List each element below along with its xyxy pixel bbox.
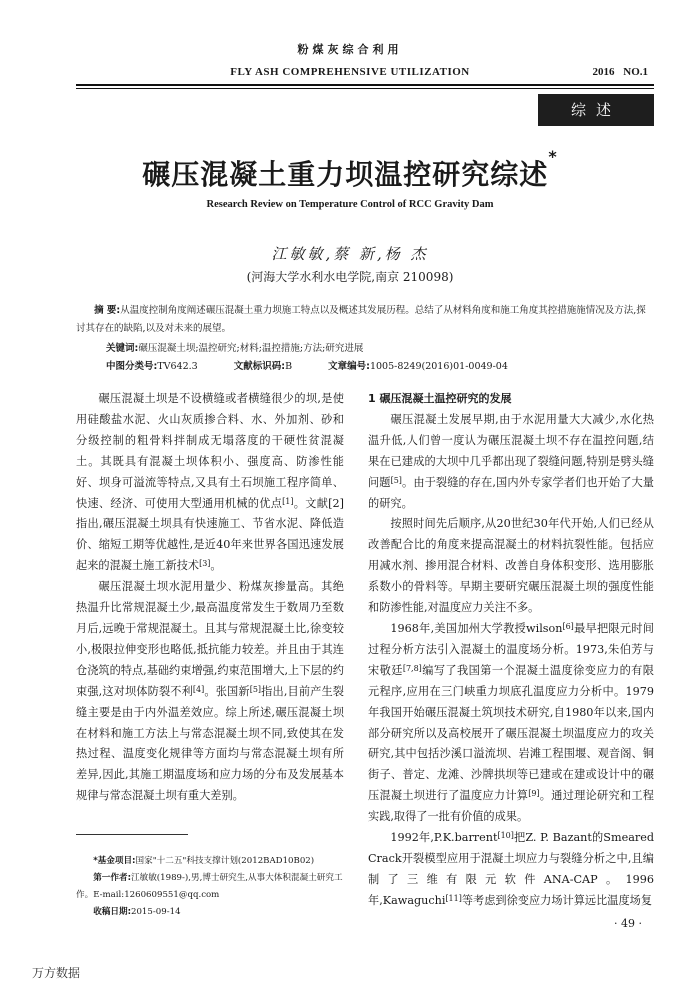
clc-label: 中图分类号: xyxy=(106,361,158,372)
article-title-en: Research Review on Temperature Control of RCC Gravity Dam xyxy=(206,199,494,210)
issue-number: 2016 NO.1 xyxy=(592,66,648,78)
title-text: 碾压混凝土重力坝温控研究综述 xyxy=(142,158,549,191)
citation: [6] xyxy=(562,621,574,631)
citation: [4] xyxy=(192,684,205,694)
paragraph: 碾压混凝土坝是不设横缝或者横缝很少的坝,是使用硅酸盐水泥、火山灰质掺合料、水、外加剂、砂和分级控制的粗骨料拌制成无塌落度的干硬性贫混凝土。其既具有混凝土坝体积小、强度高、防渗性能好、坝身可溢流等特点,又具有土石坝施工程序简单、快速、经济、可使用大型通用机械的优点[1]。文献[2]指出,碾压混凝土坝具有快速施工、节省水泥、降低造价、缩短工期等优越性,是近40年来世界各国迅速发展起来的混凝土施工新技术[3]。 xyxy=(76,392,344,573)
classification-line xyxy=(106,358,666,372)
doc-code-value: B xyxy=(285,361,293,372)
keywords-line xyxy=(106,340,646,354)
paragraph: 1992年,P.K.barrent[10]把Z. P. Bazant的Smeared Crack开裂模型应用于混凝土坝应力与裂缝分析之中,且编制了三维有限元软件ANA-CAP。1996年,Kawaguchi[11]等考虑到徐变应力场计算远比温度场复 xyxy=(368,831,654,907)
journal-name-cn: 粉煤灰综合利用 xyxy=(297,43,403,56)
body-left-column xyxy=(76,389,344,807)
footnote-received: 收稿日期:2015-09-14 xyxy=(93,907,181,917)
paragraph: 碾压混凝土坝水泥用量少、粉煤灰掺量高。其绝热温升比常规混凝土少,最高温度常发生于数周乃至数月后,远晚于常规混凝土。且其与常规混凝土比,徐变较小,极限拉伸变形也略低,抵抗能力较差。并且由于其连仓浇筑的特点,基础约束增强,约束范围增大,上下层的约束强,这对坝体防裂不利[4]。张国新[5]指出,目前产生裂缝主要是由于内外温差效应。综上所述,碾压混凝土坝在材料和施工方法上与常态混凝土坝不同,致使其在发热过程、温度变化规律等方面均与常态混凝土坝有所差异,因此,其施工期温度场和应力场的分布及发展基本规律与常态混凝土坝有重大差别。 xyxy=(76,580,344,803)
header-rule xyxy=(76,84,654,86)
section-heading: 1 碾压混凝土温控研究的发展 xyxy=(368,392,512,405)
watermark: 万方数据 xyxy=(32,966,81,980)
authors: 江敏敏,蔡 新,杨 杰 xyxy=(271,245,429,263)
citation: [1] xyxy=(282,496,294,506)
citation: [11] xyxy=(445,893,462,903)
affiliation: (河海大学水利水电学院,南京 210098) xyxy=(246,270,454,284)
body-right-column xyxy=(368,389,654,912)
journal-name-en: FLY ASH COMPREHENSIVE UTILIZATION xyxy=(230,66,470,78)
section-tag: 综述 xyxy=(538,94,654,126)
keywords: 碾压混凝土坝;温控研究;材料;温控措施;方法;研究进展 xyxy=(138,343,364,354)
footnote-rule xyxy=(76,834,188,835)
footnotes xyxy=(76,853,346,921)
doc-code-label: 文献标识码: xyxy=(233,361,286,372)
title-footnote-mark: * xyxy=(548,147,558,166)
article-title xyxy=(0,147,700,193)
footnote-author: 第一作者:江敏敏(1989-),男,博士研究生,从事大体积混凝土研究工作。E-mail:1260609551@qq.com xyxy=(76,873,343,900)
article-no-label: 文章编号: xyxy=(328,361,370,372)
citation: [5] xyxy=(249,684,262,694)
footnote-fund: *基金项目:国家"十二五"科技支撑计划(2012BAD10B02) xyxy=(93,856,315,866)
page-number: · 49 · xyxy=(614,917,642,930)
citation: [3] xyxy=(199,559,211,569)
citation: [9] xyxy=(528,789,540,799)
abstract-text: 从温度控制角度阐述碾压混凝土重力坝施工特点以及概述其发展历程。总结了从材料角度和施工角度其控措施施情况及方法,探讨其存在的缺陷,以及对未来的展望。 xyxy=(76,305,646,334)
abstract xyxy=(76,302,646,338)
paragraph: 碾压混凝土发展早期,由于水泥用量大大减少,水化热温升低,人们曾一度认为碾压混凝土坝不存在温控问题,结果在已建成的大坝中几乎都出现了裂缝问题,特别是劈头缝问题[5]。由于裂缝的存在,国内外专家学者们也开始了大量的研究。 xyxy=(368,412,654,510)
citation: [5] xyxy=(390,475,402,485)
clc-value: TV642.3 xyxy=(157,361,198,372)
keywords-label: 关键词: xyxy=(106,343,139,354)
paragraph: 按照时间先后顺序,从20世纪30年代开始,人们已经从改善配合比的角度来提高混凝土的材料抗裂性能。包括应用减水剂、掺用混合材料、改善自身体积变形、选用膨胀系数小的骨料等。早期主要研究碾压混凝土坝的强度性能和防渗性能,对温度应力关注不多。 xyxy=(368,517,654,615)
paragraph: 1968年,美国加州大学教授wilson[6]最早把限元时间过程分析方法引入混凝土的温度场分析。1973,朱伯芳与宋敬廷[7,8]编写了我国第一个混凝土温度徐变应力的有限元程序,应用在三门峡重力坝底孔温度应力分析中。1979年我国开始碾压混凝土筑坝技术研究,自1980年以来,国内部分研究所以及高校展开了碾压混凝土坝温度应力的攻关研究,其中包括沙溪口溢流坝、岩滩工程围堰、观音阁、铜街子、普定、龙滩、沙牌拱坝等已建或在建或设计中的碾压混凝土坝进行了温度应力计算[9]。通过理论研究和工程实践,取得了一批有价值的成果。 xyxy=(368,621,654,824)
citation: [7,8] xyxy=(402,663,422,673)
article-no-value: 1005-8249(2016)01-0049-04 xyxy=(369,361,508,372)
header-rule-thin xyxy=(76,88,654,89)
abstract-label: 摘 要: xyxy=(94,305,121,316)
citation: [10] xyxy=(497,831,514,841)
